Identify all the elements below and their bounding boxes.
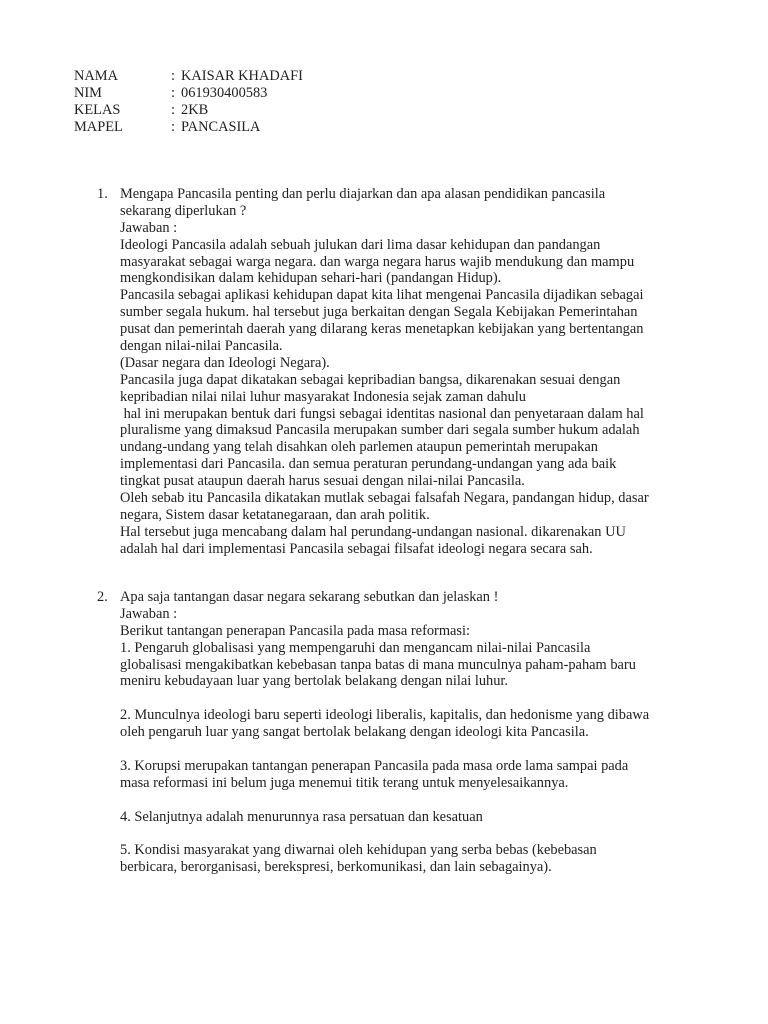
- text-line: sekarang diperlukan ?: [120, 202, 247, 219]
- header-separator: :: [171, 119, 175, 135]
- header-separator: :: [171, 85, 175, 101]
- text-line: Oleh sebab itu Pancasila dikatakan mutlak sebagai falsafah Negara, pandangan hidup, dasar: [120, 490, 649, 507]
- text-line: Mengapa Pancasila penting dan perlu diajarkan dan apa alasan pendidikan pancasila: [120, 186, 606, 202]
- header-separator: :: [171, 68, 175, 84]
- text-line: implementasi dari Pancasila. dan semua peraturan perundang-undangan yang ada baik: [120, 456, 617, 473]
- header-row-kelas: [74, 102, 303, 119]
- header-separator: :: [171, 102, 175, 118]
- header-value: 061930400583: [181, 85, 268, 101]
- text-line: 2. Munculnya ideologi baru seperti ideologi liberalis, kapitalis, dan hedonisme yang dibawa: [120, 707, 650, 724]
- text-line: dengan nilai-nilai Pancasila.: [120, 338, 283, 355]
- question-number: 1.: [97, 186, 108, 202]
- text-line: Ideologi Pancasila adalah sebuah julukan dari lima dasar kehidupan dan pandangan: [120, 236, 601, 253]
- text-line: masyarakat sebagai warga negara. dan warga negara harus wajib mendukung dan mampu: [120, 253, 635, 270]
- text-line: 3. Korupsi merupakan tantangan penerapan Pancasila pada masa orde lama sampai pada: [120, 757, 629, 774]
- header-value: PANCASILA: [181, 119, 261, 135]
- text-line: masa reformasi ini belum juga menemui titik terang untuk menyelesaikannya.: [120, 774, 569, 791]
- header-value: 2KB: [181, 102, 209, 118]
- question-1-body: [120, 186, 700, 558]
- text-line: kepribadian nilai nilai luhur masyarakat Indonesia sejak zaman dahulu: [120, 388, 526, 405]
- header-row-nama: [74, 68, 303, 85]
- blank-line: [120, 690, 700, 707]
- header-value: KAISAR KHADAFI: [181, 68, 303, 84]
- text-line: Pancasila sebagai aplikasi kehidupan dapat kita lihat mengenai Pancasila dijadikan sebagai: [120, 287, 644, 304]
- header-label: NIM: [74, 85, 102, 101]
- text-line: undang-undang yang telah disahkan oleh parlemen ataupun pemerintah merupakan: [120, 439, 598, 456]
- text-line: Jawaban :: [120, 219, 178, 236]
- text-line: Pancasila juga dapat dikatakan sebagai kepribadian bangsa, dikarenakan sesuai dengan: [120, 371, 621, 388]
- text-line: 1. Pengaruh globalisasi yang mempengaruhi dan mengancam nilai-nilai Pancasila: [120, 639, 591, 656]
- text-line: adalah hal dari implementasi Pancasila sebagai filsafat ideologi negara secara sah.: [120, 540, 593, 557]
- text-line: negara, Sistem dasar ketatanegaraan, dan arah politik.: [120, 506, 430, 523]
- header-label: KELAS: [74, 102, 121, 118]
- text-line: tingkat pusat ataupun daerah harus sesuai dengan nilai-nilai Pancasila.: [120, 473, 525, 490]
- text-line: Jawaban :: [120, 605, 178, 622]
- text-line: Berikut tantangan penerapan Pancasila pada masa reformasi:: [120, 622, 471, 639]
- text-line: oleh pengaruh luar yang sangat bertolak belakang dengan ideologi kita Pancasila.: [120, 724, 589, 741]
- blank-line: [120, 825, 700, 842]
- text-line: 5. Kondisi masyarakat yang diwarnai oleh kehidupan yang serba bebas (kebebasan: [120, 842, 597, 859]
- header-row-mapel: [74, 119, 303, 136]
- blank-line: [120, 792, 700, 809]
- header-row-nim: [74, 85, 303, 102]
- text-line: Hal tersebut juga mencabang dalam hal perundang-undangan nasional. dikarenakan UU: [120, 523, 626, 540]
- text-line: 4. Selanjutnya adalah menurunnya rasa persatuan dan kesatuan: [120, 808, 483, 825]
- text-line: Apa saja tantangan dasar negara sekarang sebutkan dan jelaskan !: [120, 589, 499, 605]
- text-line: sumber segala hukum. hal tersebut juga berkaitan dengan Segala Kebijakan Pemerintahan: [120, 304, 638, 321]
- student-info-header: [74, 68, 303, 136]
- text-line: hal ini merupakan bentuk dari fungsi sebagai identitas nasional dan penyetaraan dalam hal: [120, 405, 644, 422]
- question-2-body: [120, 589, 700, 876]
- text-line: mengkondisikan dalam kehidupan sehari-hari (pandangan Hidup).: [120, 270, 502, 287]
- blank-line: [120, 741, 700, 758]
- text-line: (Dasar negara dan Ideologi Negara).: [120, 354, 330, 371]
- text-line: berbicara, berorganisasi, berekspresi, berkomunikasi, dan lain sebagainya).: [120, 859, 552, 876]
- text-line: pusat dan pemerintah daerah yang dilarang keras menetapkan kebijakan yang bertentangan: [120, 321, 644, 338]
- question-number: 2.: [97, 589, 108, 605]
- text-line: pluralisme yang dimaksud Pancasila merupakan sumber dari segala sumber hukum adalah: [120, 422, 640, 439]
- header-label: NAMA: [74, 68, 118, 84]
- text-line: globalisasi mengakibatkan kebebasan tanpa batas di mana munculnya paham-paham baru: [120, 656, 636, 673]
- header-label: MAPEL: [74, 119, 123, 135]
- text-line: meniru kebudayaan luar yang bertolak belakang dengan nilai luhur.: [120, 673, 509, 690]
